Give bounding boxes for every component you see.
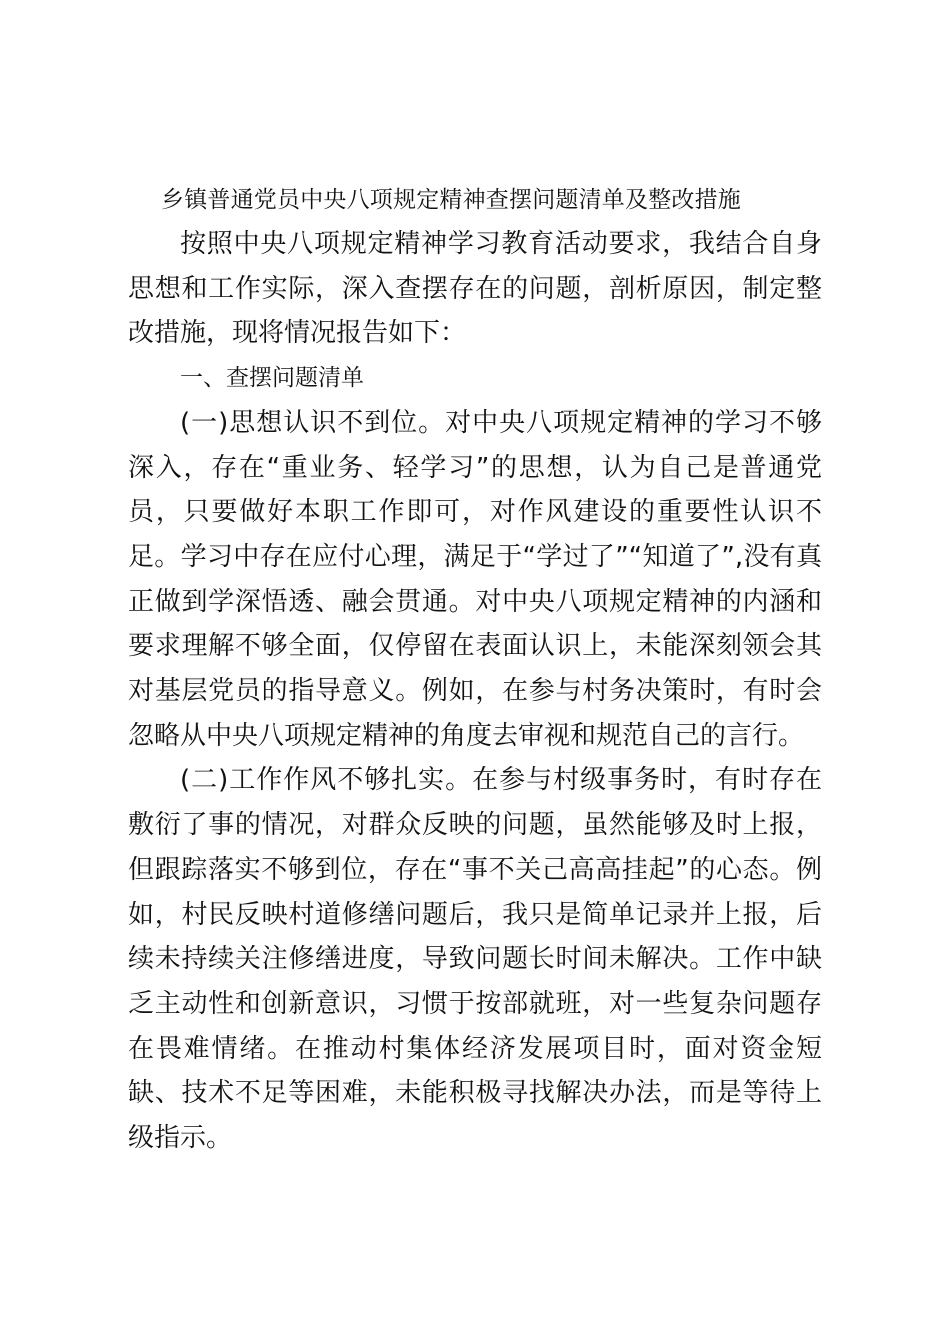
- problem-item-2: (二)工作作风不够扎实。在参与村级事务时，有时存在敷衍了事的情况，对群众反映的问题，虽然能够及时上报，但跟踪落实不够到位，存在“事不关己高高挂起”的心态。例如，村民反映村道修缮问题后，我只是简单记录并上报，后续未持续关注修缮进度，导致问题长时间未解决。工作中缺乏主动性和创新意识，习惯于按部就班，对一些复杂问题存在畏难情绪。在推动村集体经济发展项目时，面对资金短缺、技术不足等困难，未能积极寻找解决办法，而是等待上级指示。: [128, 765, 822, 1154]
- document-title: 乡镇普通党员中央八项规定精神查摆问题清单及整改措施: [161, 187, 741, 213]
- intro-paragraph: 按照中央八项规定精神学习教育活动要求，我结合自身思想和工作实际，深入查摆存在的问题，剖析原因，制定整改措施，现将情况报告如下：: [128, 229, 822, 349]
- document-body: [128, 178, 822, 1161]
- section-heading: 一、查摆问题清单: [180, 365, 364, 392]
- problem-item-1: (一)思想认识不到位。对中央八项规定精神的学习不够深入，存在“重业务、轻学习”的思想，认为自己是普通党员，只要做好本职工作即可，对作风建设的重要性认识不足。学习中存在应付心理，满足于“学过了”“知道了”,没有真正做到学深悟透、融会贯通。对中央八项规定精神的内涵和要求理解不够全面，仅停留在表面认识上，未能深刻领会其对基层党员的指导意义。例如，在参与村务决策时，有时会忽略从中央八项规定精神的角度去审视和规范自己的言行。: [128, 407, 822, 751]
